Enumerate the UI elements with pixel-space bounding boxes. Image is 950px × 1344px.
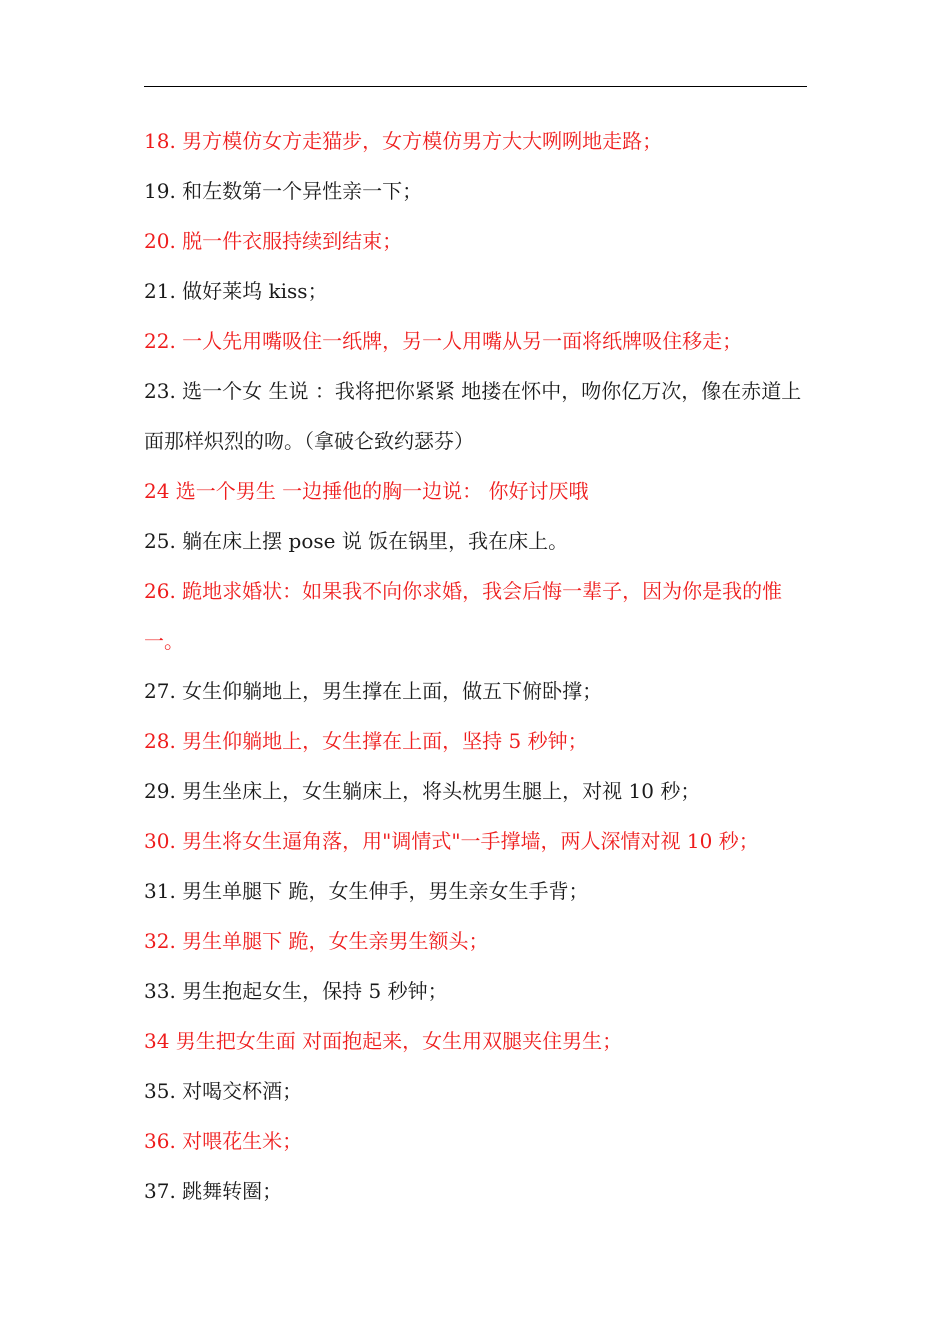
list-item: 30. 男生将女生逼角落，用"调情式"一手撑墙，两人深情对视 10 秒； xyxy=(144,829,759,853)
list-item: 22. 一人先用嘴吸住一纸牌，另一人用嘴从另一面将纸牌吸住移走； xyxy=(144,329,743,353)
list-item: 21. 做好莱坞 kiss； xyxy=(144,279,328,303)
list-item: 32. 男生单腿下 跪，女生亲男生额头； xyxy=(144,929,489,953)
list-item: 37. 跳舞转圈； xyxy=(144,1179,283,1203)
list-item: 20. 脱一件衣服持续到结束； xyxy=(144,229,403,253)
list-item: 27. 女生仰躺地上，男生撑在上面，做五下俯卧撑； xyxy=(144,679,603,703)
list-item: 26. 跪地求婚状：如果我不向你求婚，我会后悔一辈子，因为你是我的惟一。 xyxy=(144,579,783,653)
list-item: 28. 男生仰躺地上，女生撑在上面，坚持 5 秒钟； xyxy=(144,729,588,753)
list-item: 31. 男生单腿下 跪，女生伸手，男生亲女生手背； xyxy=(144,879,589,903)
list-item: 23. 选一个女 生说 ：我将把你紧紧 地搂在怀中，吻你亿万次，像在赤道上面那样炽烈的吻。（拿破仑致约瑟芬） xyxy=(144,379,802,453)
list-item: 35. 对喝交杯酒； xyxy=(144,1079,303,1103)
list-item: 34 男生把女生面 对面抱起来，女生用双腿夹住男生； xyxy=(144,1029,623,1053)
item-list xyxy=(144,116,808,1216)
list-item: 18. 男方模仿女方走猫步，女方模仿男方大大咧咧地走路； xyxy=(144,129,663,153)
list-item: 36. 对喂花生米； xyxy=(144,1129,303,1153)
list-item: 33. 男生抱起女生，保持 5 秒钟； xyxy=(144,979,448,1003)
list-item: 24 选一个男生 一边捶他的胸一边说： 你好讨厌哦 xyxy=(144,479,589,503)
list-item: 19. 和左数第一个异性亲一下； xyxy=(144,179,423,203)
header-rule xyxy=(144,86,807,87)
list-item: 29. 男生坐床上，女生躺床上，将头枕男生腿上，对视 10 秒； xyxy=(144,779,701,803)
list-item: 25. 躺在床上摆 pose 说 饭在锅里，我在床上。 xyxy=(144,529,569,553)
